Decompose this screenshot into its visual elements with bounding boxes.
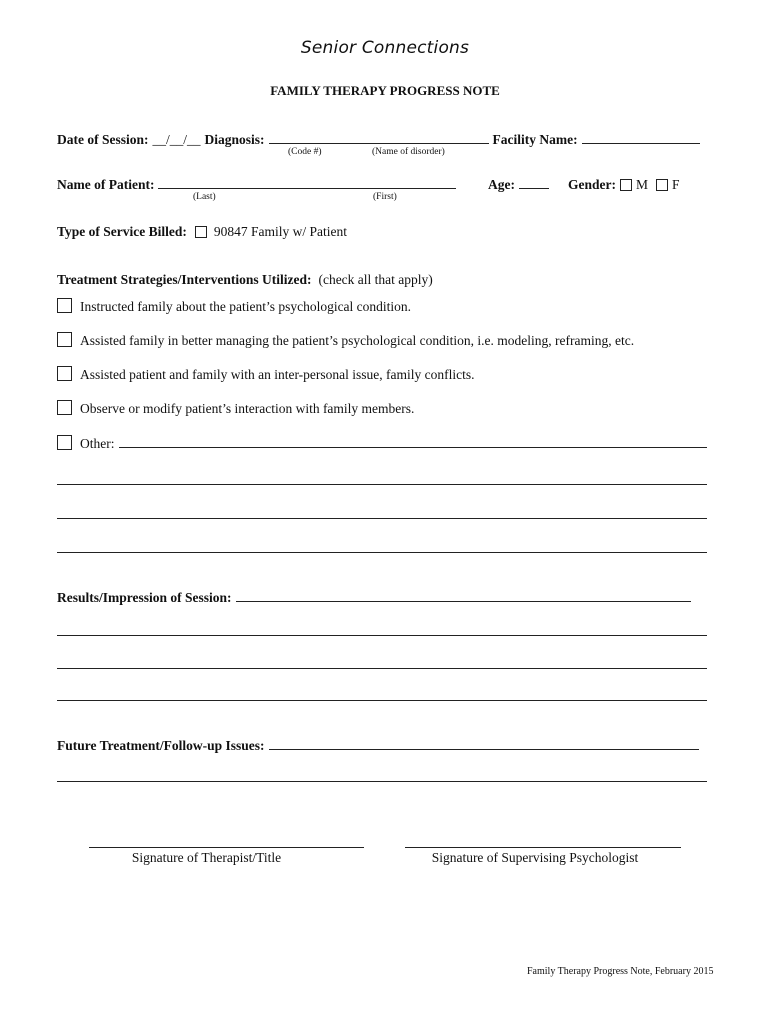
treatment-option	[57, 298, 411, 316]
gender-f-label: F	[672, 177, 680, 192]
supervisor-signature-line[interactable]	[405, 847, 681, 848]
other-continuation-line[interactable]	[57, 552, 707, 553]
treatment-label: Treatment Strategies/Interventions Utilized:	[57, 272, 312, 287]
treatment-option-label: Instructed family about the patient’s psychological condition.	[80, 299, 412, 314]
future-row	[57, 737, 699, 755]
service-billed-label: Type of Service Billed:	[57, 224, 187, 239]
form-title: FAMILY THERAPY PROGRESS NOTE	[270, 83, 500, 98]
age-field[interactable]	[519, 176, 549, 189]
brand-logo-text: Senior Connections	[300, 38, 470, 58]
code-hint: (Code #)	[288, 147, 322, 157]
treatment-option-label: Observe or modify patient’s interaction with family members.	[80, 401, 415, 416]
gender-label: Gender:	[568, 177, 616, 192]
results-row	[57, 589, 691, 607]
future-continuation-line[interactable]	[57, 781, 707, 782]
results-label: Results/Impression of Session:	[57, 590, 232, 605]
therapist-signature-line[interactable]	[89, 847, 364, 848]
patient-name-label: Name of Patient:	[57, 177, 155, 192]
treatment-option-label: Assisted family in better managing the patient’s psychological condition, i.e. modeling, reframing, etc.	[80, 333, 635, 348]
patient-name-field[interactable]	[158, 176, 456, 189]
treatment-option-label: Assisted patient and family with an inter-personal issue, family conflicts.	[80, 367, 475, 382]
treatment-option-other	[57, 435, 707, 453]
treatment-other-field[interactable]	[119, 435, 707, 448]
gender-f-checkbox[interactable]	[656, 179, 668, 191]
footer-note: Family Therapy Progress Note, February 2015	[527, 966, 714, 977]
first-name-hint: (First)	[373, 192, 397, 202]
treatment-checkbox[interactable]	[57, 332, 72, 347]
disorder-hint: (Name of disorder)	[372, 147, 445, 157]
future-field[interactable]	[269, 737, 699, 750]
diagnosis-label: Diagnosis:	[204, 132, 265, 147]
treatment-option	[57, 332, 634, 350]
treatment-other-checkbox[interactable]	[57, 435, 72, 450]
facility-name-field[interactable]	[582, 131, 700, 144]
supervisor-signature-caption: Signature of Supervising Psychologist	[431, 850, 639, 865]
gender-m-checkbox[interactable]	[620, 179, 632, 191]
treatment-checkbox[interactable]	[57, 298, 72, 313]
gender-group	[568, 176, 680, 194]
treatment-option	[57, 366, 475, 384]
service-90847-label: 90847 Family w/ Patient	[213, 224, 347, 239]
results-continuation-line[interactable]	[57, 700, 707, 701]
treatment-option	[57, 400, 414, 418]
facility-name-label: Facility Name:	[492, 132, 578, 147]
age-label: Age:	[488, 177, 515, 192]
results-field[interactable]	[236, 589, 691, 602]
treatment-checkbox[interactable]	[57, 366, 72, 381]
date-of-session-field[interactable]: __/__/__	[152, 132, 201, 147]
diagnosis-field[interactable]	[269, 131, 489, 144]
results-continuation-line[interactable]	[57, 635, 707, 636]
last-name-hint: (Last)	[193, 192, 216, 202]
therapist-signature-caption: Signature of Therapist/Title	[131, 850, 282, 865]
age-group	[488, 176, 549, 194]
service-row	[57, 223, 347, 241]
service-90847-checkbox[interactable]	[195, 226, 207, 238]
future-label: Future Treatment/Follow-up Issues:	[57, 738, 265, 753]
other-continuation-line[interactable]	[57, 484, 707, 485]
treatment-other-label: Other:	[80, 436, 115, 451]
treatment-heading	[57, 271, 433, 289]
treatment-checkbox[interactable]	[57, 400, 72, 415]
treatment-hint: (check all that apply)	[318, 272, 433, 287]
date-of-session-label: Date of Session:	[57, 132, 149, 147]
gender-m-label: M	[636, 177, 649, 192]
results-continuation-line[interactable]	[57, 668, 707, 669]
other-continuation-line[interactable]	[57, 518, 707, 519]
